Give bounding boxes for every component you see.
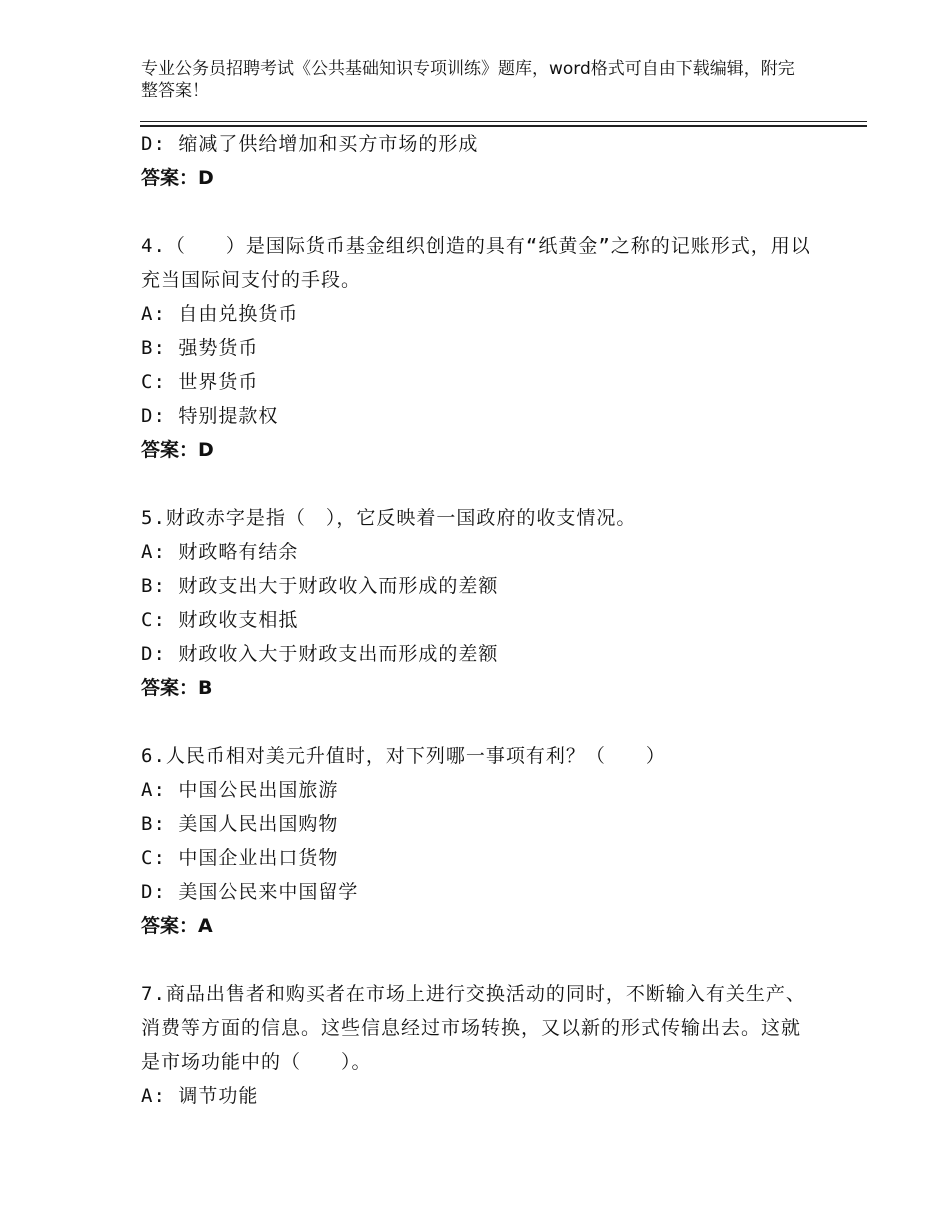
option-c: C: 世界货币 [141, 371, 259, 393]
question-5 [141, 501, 811, 705]
answer-line: 答案：D [141, 167, 214, 189]
question-stem: 7.商品出售者和购买者在市场上进行交换活动的同时，不断输入有关生产、消费等方面的信息。这些信息经过市场转换，又以新的形式传输出去。这就是市场功能中的（ ）。 [141, 983, 806, 1073]
option-d: D: 缩减了供给增加和买方市场的形成 [141, 133, 479, 155]
answer-line: 答案：A [141, 915, 213, 937]
option-d: D: 美国公民来中国留学 [141, 881, 359, 903]
answer-line: 答案：B [141, 677, 213, 699]
answer-line: 答案：D [141, 439, 214, 461]
question-stem: 5.财政赤字是指（ ），它反映着一国政府的收支情况。 [141, 507, 637, 529]
option-d: D: 财政收入大于财政支出而形成的差额 [141, 643, 499, 665]
question-4 [141, 229, 811, 467]
option-b: B: 强势货币 [141, 337, 259, 359]
document-header: 专业公务员招聘考试《公共基础知识专项训练》题库，word格式可自由下载编辑，附完整答案！ [141, 59, 795, 101]
header-rule-thin [140, 121, 867, 122]
option-d: D: 特别提款权 [141, 405, 279, 427]
option-a: A: 调节功能 [141, 1085, 259, 1107]
option-b: B: 财政支出大于财政收入而形成的差额 [141, 575, 499, 597]
question-content [141, 127, 811, 1113]
option-a: A: 中国公民出国旅游 [141, 779, 339, 801]
option-b: B: 美国人民出国购物 [141, 813, 339, 835]
question-6 [141, 739, 811, 943]
option-a: A: 财政略有结余 [141, 541, 299, 563]
option-a: A: 自由兑换货币 [141, 303, 299, 325]
option-c: C: 中国企业出口货物 [141, 847, 339, 869]
question-stem: 6.人民币相对美元升值时，对下列哪一事项有利？（ ） [141, 745, 666, 767]
question-stem: 4.（ ）是国际货币基金组织创造的具有“纸黄金”之称的记账形式，用以充当国际间支付的手段。 [141, 235, 811, 291]
option-c: C: 财政收支相抵 [141, 609, 299, 631]
question-7 [141, 977, 811, 1113]
